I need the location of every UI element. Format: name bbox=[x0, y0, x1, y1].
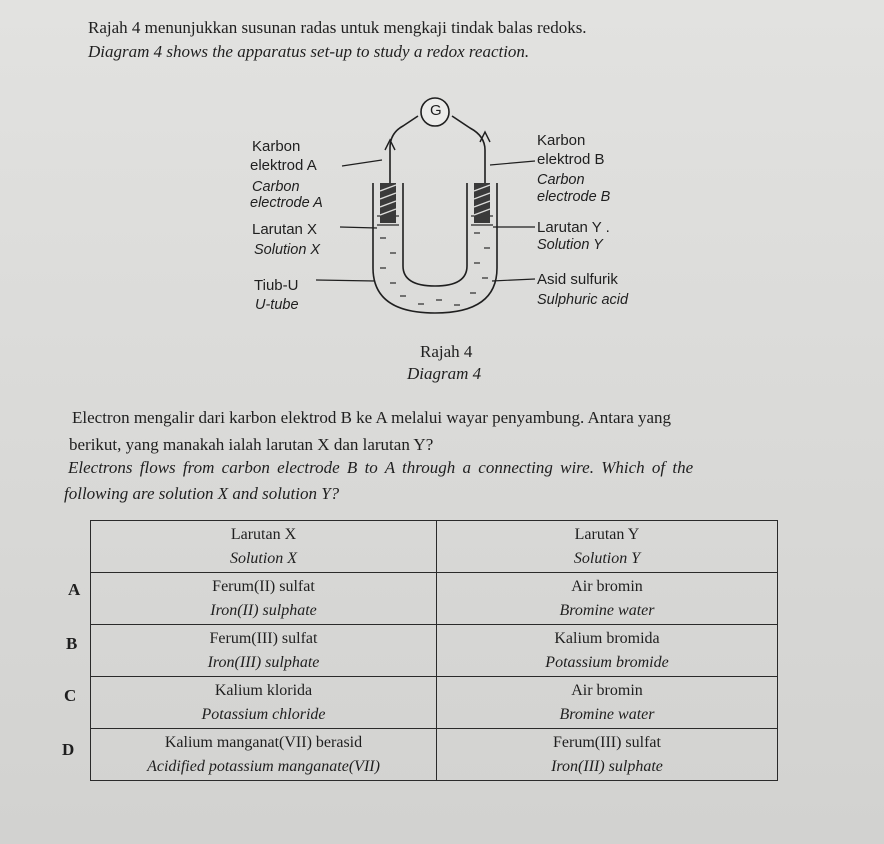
table-row[interactable] bbox=[91, 573, 778, 625]
question-english-line2: following are solution X and solution Y? bbox=[64, 484, 340, 503]
option-a-solution-x: Ferum(II) sulfat Iron(II) sulphate bbox=[91, 573, 437, 625]
option-a-solution-y: Air bromin Bromine water bbox=[437, 573, 778, 625]
label-tiub-u: Tiub-U bbox=[254, 277, 299, 294]
label-elektrod-a: elektrod A bbox=[250, 157, 317, 174]
answer-options-table bbox=[90, 520, 778, 781]
u-tube-inner bbox=[403, 183, 467, 286]
header-solution-x: Larutan X Solution X bbox=[91, 521, 437, 573]
option-b-solution-x: Ferum(III) sulfat Iron(III) sulphate bbox=[91, 625, 437, 677]
option-d-solution-x: Kalium manganat(VII) berasid Acidified potassium manganate(VII) bbox=[91, 729, 437, 781]
acid-dashes bbox=[380, 233, 490, 305]
label-larutan-y: Larutan Y . bbox=[537, 219, 610, 236]
label-sulphuric-acid: Sulphuric acid bbox=[537, 292, 629, 308]
electrode-hatch bbox=[380, 185, 490, 215]
heading-malay: Rajah 4 menunjukkan susunan radas untuk mengkaji tindak balas redoks. bbox=[88, 18, 587, 37]
option-c-solution-y: Air bromin Bromine water bbox=[437, 677, 778, 729]
question-malay-line1: Electron mengalir dari karbon elektrod B ke A melalui wayar penyambung. Antara yang bbox=[72, 408, 672, 427]
label-carbon-a: Carbon bbox=[252, 179, 300, 195]
option-letter-a[interactable]: A bbox=[68, 580, 81, 599]
option-letter-b[interactable]: B bbox=[66, 634, 78, 653]
table-header-row bbox=[91, 521, 778, 573]
carbon-electrode-a bbox=[380, 183, 396, 223]
carbon-electrode-b bbox=[474, 183, 490, 223]
table-row[interactable] bbox=[91, 677, 778, 729]
diagram-caption-malay: Rajah 4 bbox=[420, 342, 473, 361]
diagram-caption-english: Diagram 4 bbox=[407, 364, 482, 383]
label-carbon-b: Carbon bbox=[537, 172, 585, 188]
header-solution-y: Larutan Y Solution Y bbox=[437, 521, 778, 573]
heading-english: Diagram 4 shows the apparatus set-up to study a redox reaction. bbox=[88, 42, 530, 61]
option-c-solution-x: Kalium klorida Potassium chloride bbox=[91, 677, 437, 729]
label-elektrod-b: elektrod B bbox=[537, 151, 605, 168]
label-electrode-b: electrode B bbox=[537, 189, 611, 205]
wire-right bbox=[452, 116, 485, 186]
label-karbon-b: Karbon bbox=[537, 132, 586, 149]
question-english-line1: Electrons flows from carbon electrode B to A through a connecting wire. Which of the bbox=[68, 458, 694, 477]
label-solution-y: Solution Y bbox=[537, 237, 603, 253]
label-u-tube: U-tube bbox=[255, 297, 299, 313]
table-row[interactable] bbox=[91, 729, 778, 781]
label-electrode-a: electrode A bbox=[250, 195, 323, 211]
label-karbon-a: Karbon bbox=[252, 138, 301, 155]
option-letter-d[interactable]: D bbox=[62, 740, 75, 759]
option-d-solution-y: Ferum(III) sulfat Iron(III) sulphate bbox=[437, 729, 778, 781]
label-solution-x: Solution X bbox=[254, 242, 321, 258]
option-letter-c[interactable]: C bbox=[64, 686, 77, 705]
option-b-solution-y: Kalium bromida Potassium bromide bbox=[437, 625, 778, 677]
question-malay-line2: berikut, yang manakah ialah larutan X dan larutan Y? bbox=[69, 435, 434, 454]
table-row[interactable] bbox=[91, 625, 778, 677]
label-asid-sulfurik: Asid sulfurik bbox=[537, 271, 618, 288]
galvanometer-label: G bbox=[430, 102, 442, 119]
pointer-lines bbox=[316, 160, 535, 281]
label-larutan-x: Larutan X bbox=[252, 221, 318, 238]
